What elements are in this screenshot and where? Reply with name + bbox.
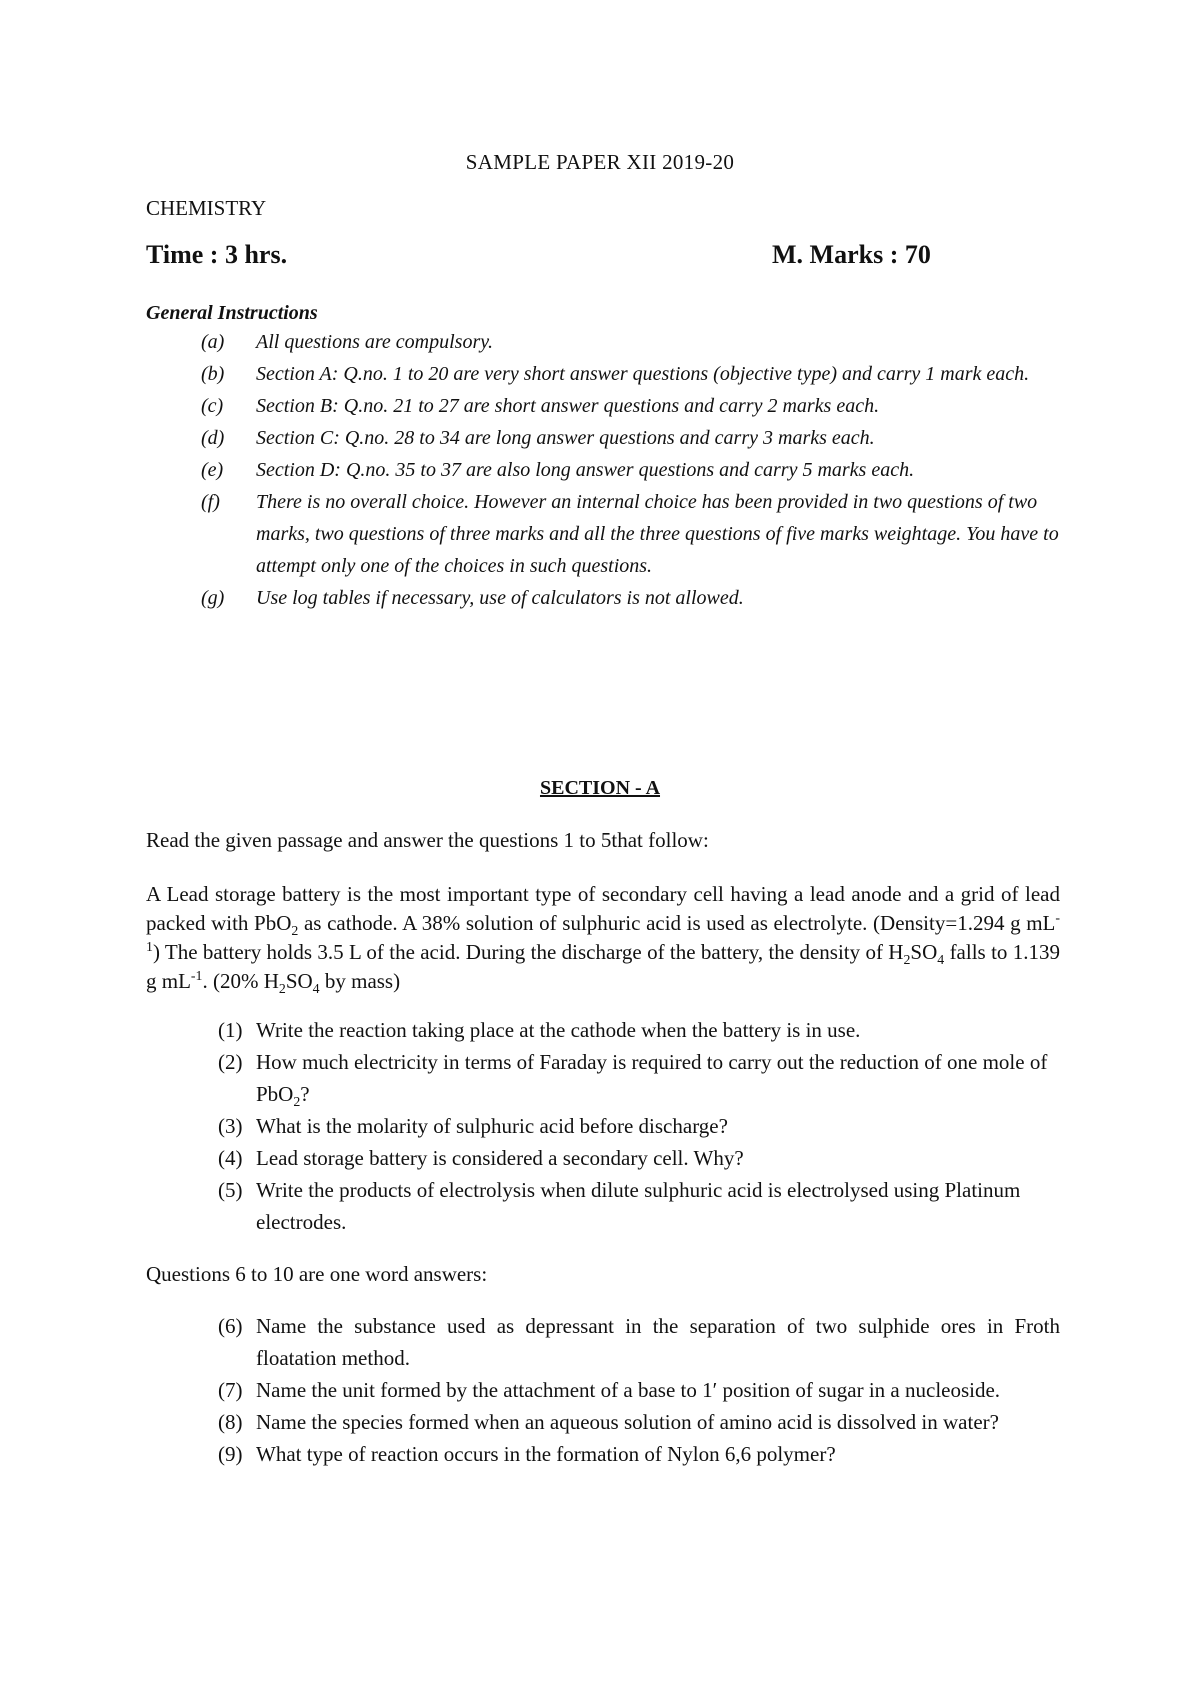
general-instructions-list	[146, 326, 1076, 614]
instruction-label: (g)	[201, 587, 225, 609]
question-text: Lead storage battery is considered a secondary cell. Why?	[256, 1146, 744, 1170]
instruction-item	[146, 582, 1076, 614]
instruction-text: Use log tables if necessary, use of calculators is not allowed.	[256, 587, 744, 609]
question-number: (9)	[218, 1442, 243, 1466]
instruction-text: All questions are compulsory.	[256, 331, 494, 353]
question-number: (8)	[218, 1410, 243, 1434]
question-item	[218, 1110, 1060, 1142]
passage-text: A Lead storage battery is the most important type of secondary cell having a lead anode and a grid of lead packed with PbO$_2$ as cathode. A 38% solution of sulphuric acid is used as electrolyte. (Density=1.294 g $mL^{-1}$) The battery holds 3.5 L of the acid. During the discharge of the battery, the density of $H_2SO_4$ falls to 1.139 g $mL^{-1}$. (20% $H_2SO_4$ by mass)	[146, 882, 1060, 997]
instruction-text: There is no overall choice. However an internal choice has been provided in two questions of two marks, two questions of three marks and all the three questions of five marks weightage. You have to attempt only one of the choices in such questions.	[256, 491, 1059, 577]
max-marks: M. Marks : 70	[772, 240, 931, 269]
question-number: (2)	[218, 1050, 243, 1074]
time-allowed: Time : 3 hrs.	[146, 240, 288, 269]
question-number: (1)	[218, 1018, 243, 1042]
question-number: (7)	[218, 1378, 243, 1402]
general-instructions-heading: General Instructions	[146, 302, 318, 324]
instruction-label: (d)	[201, 427, 225, 449]
instruction-item	[146, 454, 1076, 486]
questions-6-to-9	[218, 1310, 1060, 1470]
instruction-item	[146, 486, 1076, 582]
question-text: Name the substance used as depressant in the separation of two sulphide ores in Froth floatation method.	[256, 1314, 1060, 1370]
paper-title: SAMPLE PAPER XII 2019-20	[465, 150, 735, 174]
instruction-text: Section B: Q.no. 21 to 27 are short answer questions and carry 2 marks each.	[256, 395, 880, 417]
question-text: Write the reaction taking place at the cathode when the battery is in use.	[256, 1018, 861, 1042]
instruction-text: Section D: Q.no. 35 to 37 are also long answer questions and carry 5 marks each.	[256, 459, 915, 481]
question-number: (6)	[218, 1314, 243, 1338]
question-text: Name the species formed when an aqueous solution of amino acid is dissolved in water?	[256, 1410, 999, 1434]
question-item	[218, 1310, 1060, 1374]
question-text: Name the unit formed by the attachment of a base to 1′ position of sugar in a nucleoside.	[256, 1378, 1001, 1402]
question-item	[218, 1438, 1060, 1470]
section-a-heading: SECTION - A	[539, 777, 661, 799]
instruction-label: (b)	[201, 363, 225, 385]
passage-intro: Read the given passage and answer the questions 1 to 5that follow:	[146, 828, 709, 852]
question-text: What is the molarity of sulphuric acid before discharge?	[256, 1114, 728, 1138]
instruction-text: Section C: Q.no. 28 to 34 are long answer questions and carry 3 marks each.	[256, 427, 875, 449]
question-number: (4)	[218, 1146, 243, 1170]
question-item	[218, 1014, 1060, 1046]
one-word-intro: Questions 6 to 10 are one word answers:	[146, 1262, 488, 1286]
instruction-item	[146, 390, 1076, 422]
questions-1-to-5	[218, 1014, 1060, 1238]
instruction-item	[146, 326, 1076, 358]
question-item	[218, 1174, 1060, 1238]
question-number: (3)	[218, 1114, 243, 1138]
question-item	[218, 1406, 1060, 1438]
instruction-label: (a)	[201, 331, 225, 353]
question-text: What type of reaction occurs in the formation of Nylon 6,6 polymer?	[256, 1442, 836, 1466]
instruction-label: (c)	[201, 395, 224, 417]
instruction-label: (f)	[201, 491, 220, 513]
question-item	[218, 1374, 1060, 1406]
question-text: Write the products of electrolysis when dilute sulphuric acid is electrolysed using Platinum electrodes.	[256, 1178, 1021, 1234]
question-number: (5)	[218, 1178, 243, 1202]
question-text: How much electricity in terms of Faraday is required to carry out the reduction of one mole of PbO$_2$?	[256, 1050, 1048, 1110]
instruction-text: Section A: Q.no. 1 to 20 are very short answer questions (objective type) and carry 1 mark each.	[256, 363, 1030, 385]
question-item	[218, 1046, 1060, 1110]
subject-label: CHEMISTRY	[146, 196, 267, 220]
question-item	[218, 1142, 1060, 1174]
instruction-label: (e)	[201, 459, 224, 481]
instruction-item	[146, 422, 1076, 454]
instruction-item	[146, 358, 1076, 390]
